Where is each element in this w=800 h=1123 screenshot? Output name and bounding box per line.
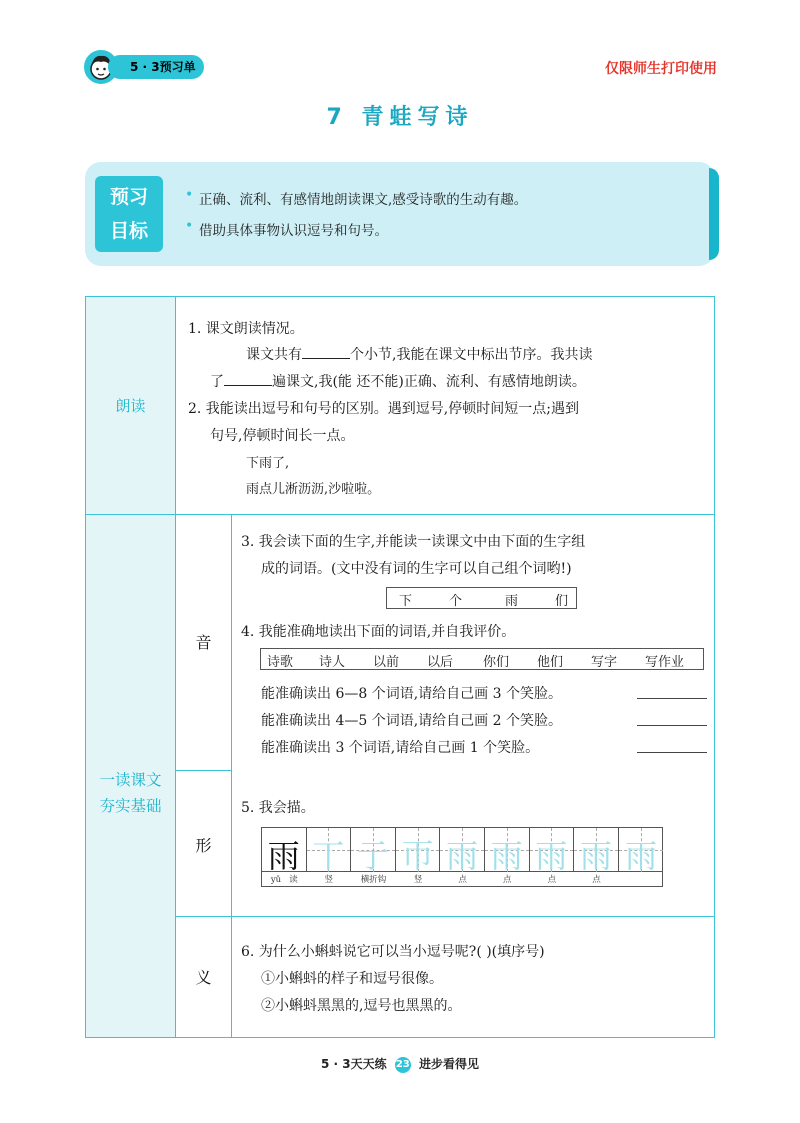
goal-item: • 正确、流利、有感情地朗读课文,感受诗歌的生动有趣。 — [185, 188, 527, 208]
eval-line: 能准确读出 4—5 个词语,请给自己画 2 个笑脸。 — [261, 713, 562, 729]
goals-tag-line2: 目标 — [109, 220, 148, 242]
word-item: 你们 — [483, 655, 510, 670]
char-item: 雨 — [505, 594, 519, 609]
trace-char: 雨 — [490, 837, 523, 875]
q6-option1: ①小蝌蚪的样子和逗号很像。 — [261, 971, 443, 987]
stroke-label: 竖 — [324, 875, 334, 885]
reading-label-cell — [86, 297, 176, 515]
word-item: 写作业 — [645, 655, 685, 670]
grid-cell[interactable] — [574, 828, 619, 875]
q4-title: 4. 我能准确地读出下面的词语,并自我评价。 — [241, 624, 516, 640]
q1-line2 — [210, 371, 586, 391]
q6-option2: ②小蝌蚪黑黑的,逗号也黑黑的。 — [261, 998, 462, 1014]
q2-line1: 2. 我能读出逗号和句号的区别。遇到逗号,停顿时间短一点;遇到 — [188, 401, 579, 417]
restriction-notice: 仅限师生打印使用 — [605, 61, 717, 77]
footer-slogan: 进步看得见 — [418, 1057, 479, 1071]
trace-char: 亍 — [356, 837, 389, 875]
q2-example1: 下雨了, — [246, 456, 290, 471]
trace-char: 雨 — [579, 837, 612, 875]
q2-line2: 句号,停顿时间长一点。 — [210, 428, 355, 444]
brand-label: 5 · 3预习单 — [108, 55, 204, 79]
eval-line: 能准确读出 6—8 个词语,请给自己画 3 个笑脸。 — [261, 686, 562, 702]
stroke-label: 点 — [503, 875, 512, 885]
goals-list — [185, 188, 527, 250]
read-times-blank[interactable] — [224, 374, 272, 386]
goals-edge-accent — [709, 168, 719, 260]
grid-cell[interactable] — [307, 828, 352, 875]
q1-line1-b: 个小节,我能在课文中标出节序。我共读 — [350, 347, 593, 363]
eval-line: 能准确读出 3 个词语,请给自己画 1 个笑脸。 — [261, 740, 540, 756]
main-char: 雨 — [267, 837, 300, 875]
basics-label-line2: 夯实基础 — [99, 797, 162, 815]
page-footer — [0, 1055, 800, 1073]
smile-blank[interactable] — [637, 725, 707, 726]
tracing-grid — [261, 827, 663, 887]
grid-cell[interactable] — [530, 828, 575, 875]
smile-blank[interactable] — [637, 752, 707, 753]
grid-cell[interactable] — [351, 828, 396, 875]
q1-line1-a: 课文共有 — [246, 347, 302, 363]
q3-line1: 3. 我会读下面的生字,并能读一读课文中由下面的生字组 — [241, 534, 586, 550]
grid-cell[interactable] — [440, 828, 485, 875]
stroke-label: 点 — [592, 875, 601, 885]
page-number: 23 — [395, 1057, 411, 1073]
trace-char: 帀 — [401, 837, 434, 875]
grid-cell-main — [262, 828, 307, 875]
word-item: 写字 — [591, 655, 618, 670]
stroke-label: 竖 — [413, 875, 423, 885]
stroke-label — [262, 873, 307, 885]
stroke-label: 点 — [547, 875, 557, 885]
footer-brand: 5 · 3天天练 — [320, 1057, 387, 1071]
goals-tag — [95, 176, 163, 252]
q1-title: 1. 课文朗读情况。 — [188, 321, 304, 337]
goals-tag-line1: 预习 — [109, 186, 148, 208]
brand-logo — [82, 48, 222, 82]
word-item: 他们 — [537, 655, 564, 670]
char-item: 下 — [399, 594, 413, 609]
word-item: 以前 — [373, 655, 400, 670]
basics-label-line1: 一读课文 — [99, 771, 162, 789]
grid-cell[interactable] — [485, 828, 530, 875]
trace-char: 丅 — [312, 837, 345, 875]
trace-char: 雨 — [446, 837, 479, 875]
meaning-label-cell — [176, 917, 232, 1037]
stroke-label: 点 — [458, 875, 467, 885]
meaning-label: 义 — [195, 968, 212, 987]
reading-label: 朗读 — [115, 397, 146, 415]
word-item: 诗歌 — [267, 655, 294, 670]
read-label: 读 — [289, 875, 298, 885]
trace-char: 雨 — [535, 837, 568, 875]
word-item: 以后 — [427, 655, 454, 670]
sound-label-cell — [176, 515, 232, 771]
q2-example2: 雨点儿淅沥沥,沙啦啦。 — [246, 482, 381, 497]
q3-line2: 成的词语。(文中没有词的生字可以自己组个词哟!) — [261, 561, 572, 577]
shape-label: 形 — [195, 836, 212, 855]
grid-cell[interactable] — [396, 828, 441, 875]
stroke-label: 横折钩 — [360, 875, 387, 885]
goal-item: • 借助具体事物认识逗号和句号。 — [185, 219, 527, 239]
word-item: 诗人 — [319, 655, 346, 670]
char-box — [386, 587, 577, 609]
grid-cell[interactable] — [619, 828, 664, 875]
preview-goals-box — [85, 162, 715, 266]
pinyin-label: yǔ — [270, 875, 282, 885]
trace-char: 雨 — [625, 837, 658, 875]
smile-blank[interactable] — [637, 698, 707, 699]
char-item: 个 — [449, 594, 463, 609]
q1-line2-b: 遍课文,我(能 还不能)正确、流利、有感情地朗读。 — [272, 374, 586, 390]
char-item: 们 — [555, 594, 569, 609]
q1-line2-a: 了 — [210, 374, 224, 390]
page-title: 7 青蛙写诗 — [326, 105, 474, 130]
basics-label-cell — [86, 515, 176, 1037]
q6-title: 6. 为什么小蝌蚪说它可以当小逗号呢?( )(填序号) — [241, 944, 545, 960]
shape-label-cell — [176, 771, 232, 917]
q5-title: 5. 我会描。 — [241, 800, 315, 816]
sound-label: 音 — [195, 633, 212, 652]
words-box — [260, 648, 704, 670]
q1-line1 — [246, 344, 592, 364]
basics-label — [86, 767, 175, 819]
sections-count-blank[interactable] — [302, 347, 350, 359]
